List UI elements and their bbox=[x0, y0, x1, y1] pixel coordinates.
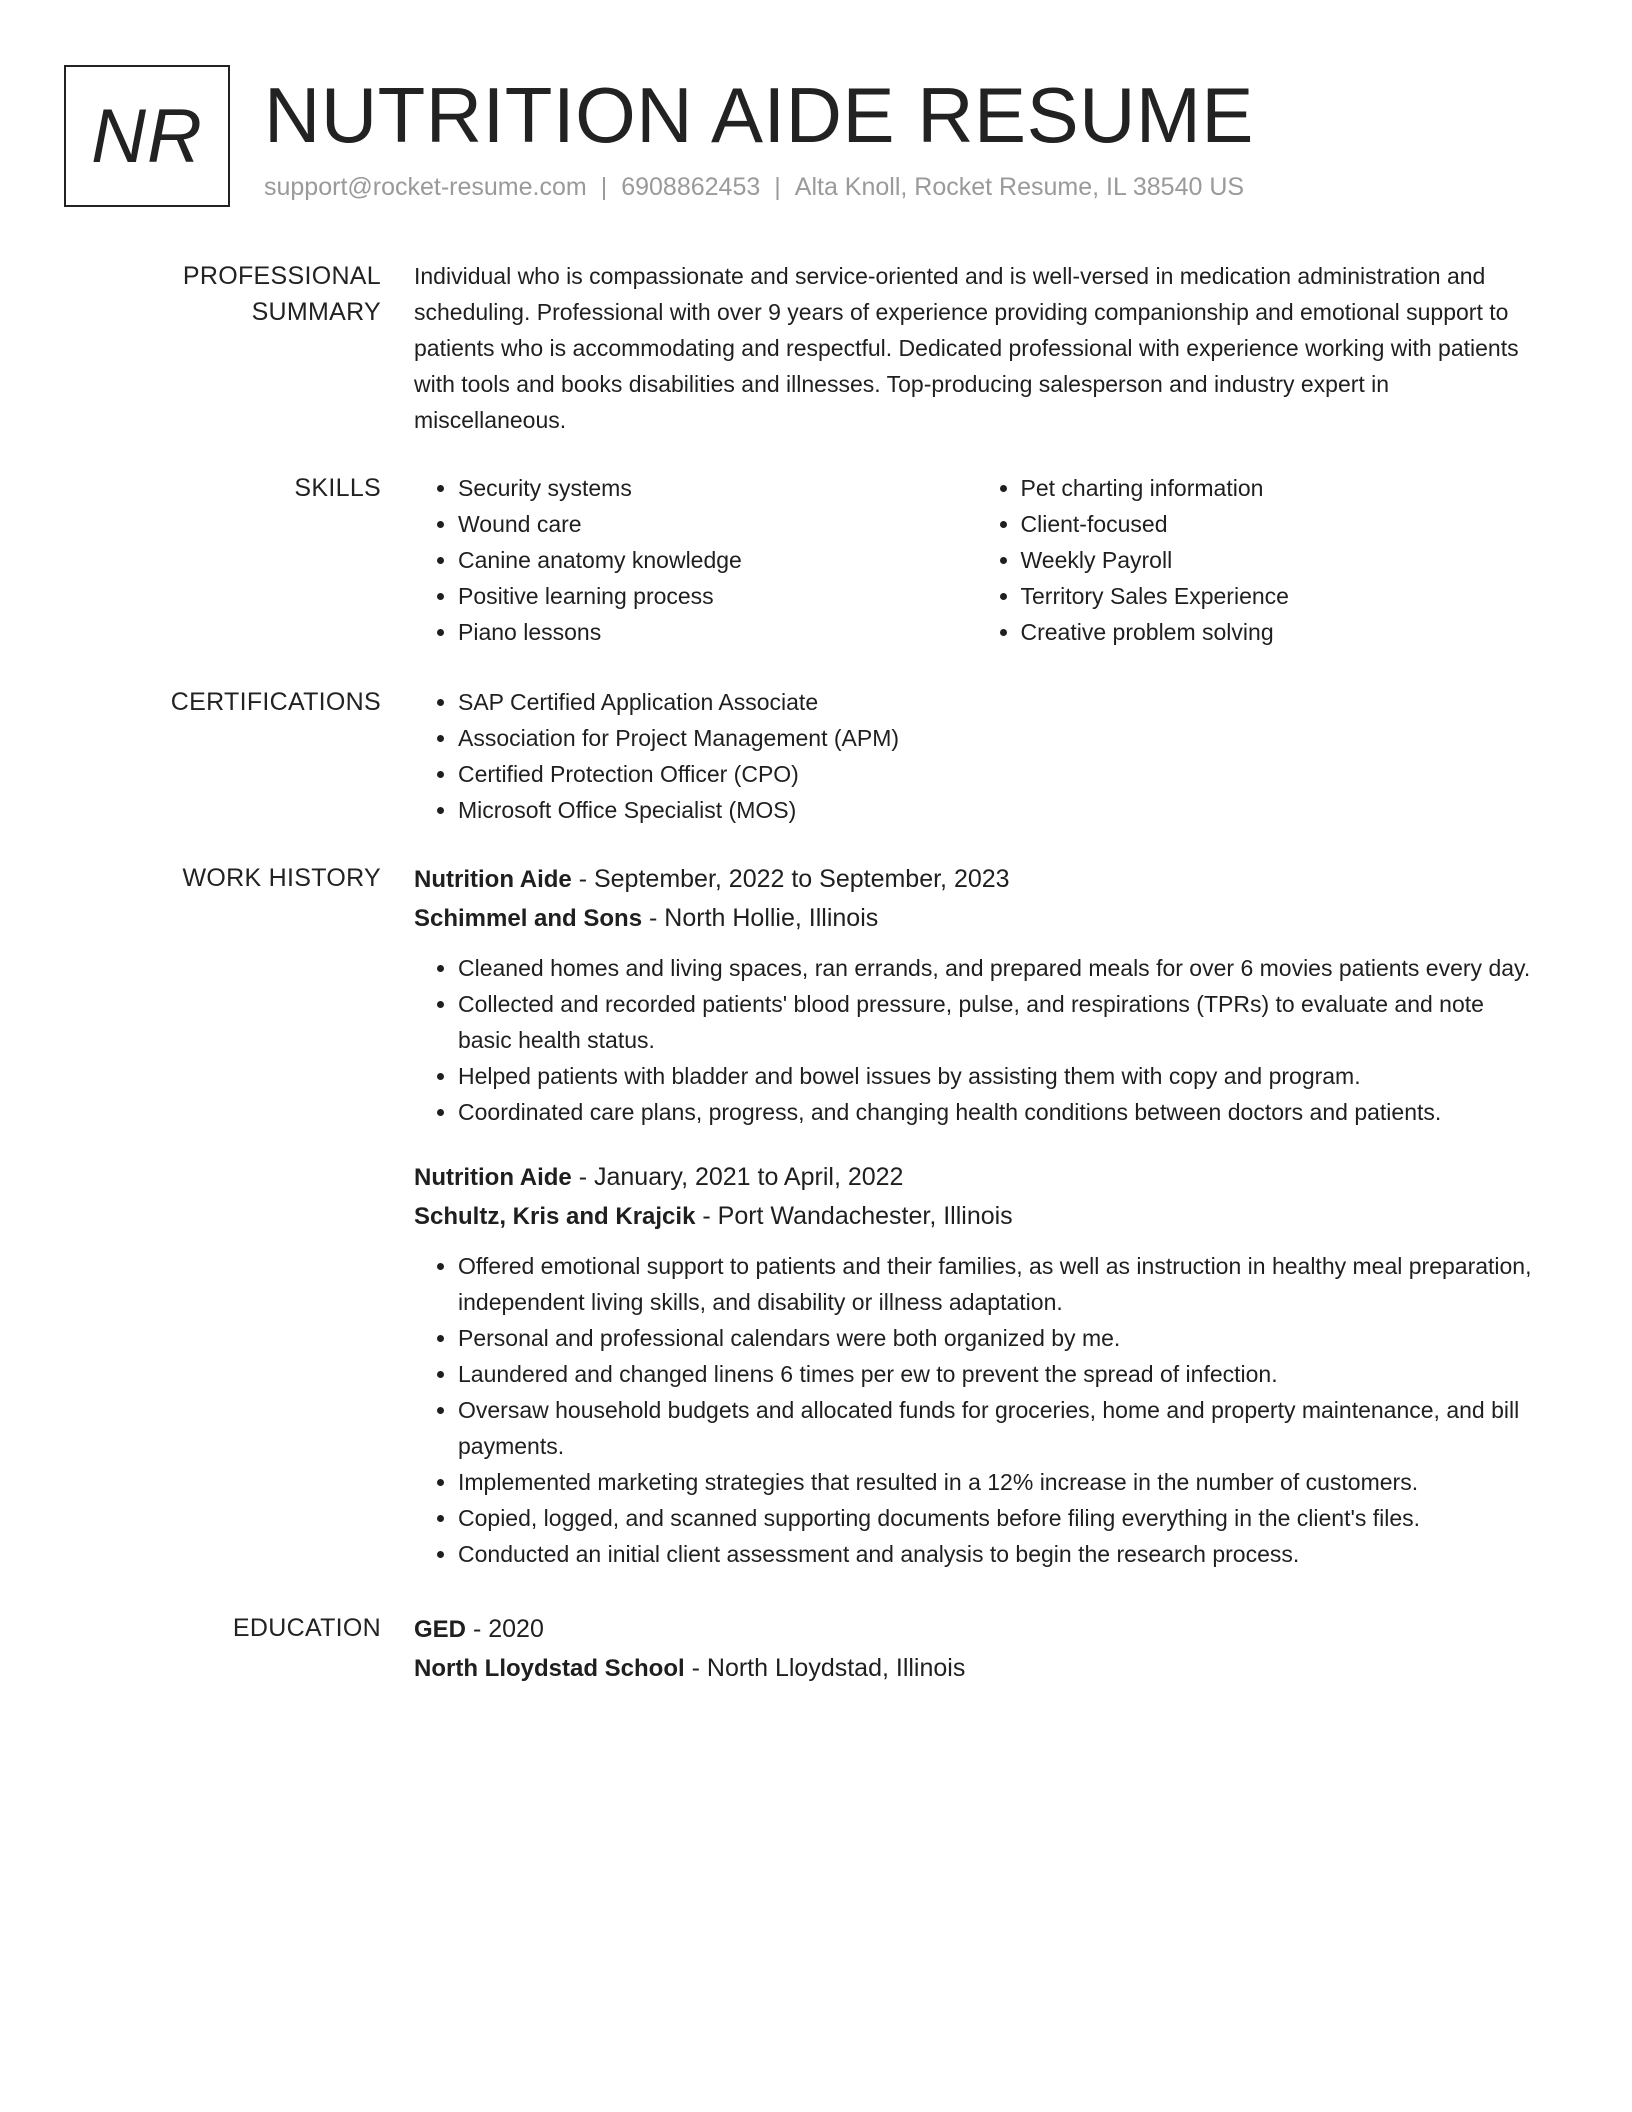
skill-item: • Canine anatomy knowledge bbox=[458, 542, 977, 578]
job-duty-item: • Laundered and changed linens 6 times per ew to prevent the spread of infection. bbox=[458, 1356, 1538, 1392]
section-body-summary bbox=[414, 258, 1564, 438]
contact-phone[interactable]: 6908862453 bbox=[621, 173, 761, 201]
education-school-line bbox=[414, 1649, 1564, 1688]
section-body-work-history bbox=[414, 860, 1564, 1600]
page-title: NUTRITION AIDE RESUME bbox=[264, 71, 1254, 159]
job-duty-item: • Oversaw household budgets and allocated funds for groceries, home and property maintenance, and bill payments. bbox=[458, 1392, 1538, 1464]
job-company-line bbox=[414, 899, 1564, 938]
job-duty-item: • Copied, logged, and scanned supporting documents before filing everything in the client's files. bbox=[458, 1500, 1538, 1536]
contact-line bbox=[264, 173, 1244, 202]
section-label-skills: SKILLS bbox=[294, 474, 381, 502]
job-duties-list bbox=[414, 1248, 1538, 1572]
skills-list-right bbox=[977, 470, 1540, 650]
education-school: North Lloydstad School bbox=[414, 1655, 685, 1682]
job-dates: - January, 2021 to April, 2022 bbox=[571, 1163, 904, 1191]
job-company: Schultz, Kris and Krajcik bbox=[414, 1203, 696, 1230]
education-degree: GED bbox=[414, 1616, 467, 1643]
section-label-education: EDUCATION bbox=[232, 1614, 381, 1642]
job-duty-item: • Cleaned homes and living spaces, ran errands, and prepared meals for over 6 movies patients every day. bbox=[458, 950, 1538, 986]
job-company-line bbox=[414, 1197, 1564, 1236]
contact-separator: | bbox=[774, 173, 781, 201]
resume-sections bbox=[64, 258, 1564, 1720]
education-year: - 2020 bbox=[466, 1615, 544, 1643]
certification-item: • Certified Protection Officer (CPO) bbox=[458, 756, 1564, 792]
contact-separator: | bbox=[600, 173, 608, 201]
job-duty-item: • Conducted an initial client assessment and analysis to begin the research process. bbox=[458, 1536, 1538, 1572]
skill-item: • Territory Sales Experience bbox=[1021, 578, 1540, 614]
skill-item: • Wound care bbox=[458, 506, 977, 542]
job-title-line bbox=[414, 860, 1564, 899]
certification-item: • Association for Project Management (APM) bbox=[458, 720, 1564, 756]
contact-email[interactable]: support@rocket-resume.com bbox=[264, 173, 587, 201]
job-title: Nutrition Aide bbox=[414, 1164, 572, 1191]
skill-item: • Client-focused bbox=[1021, 506, 1540, 542]
skill-item: • Security systems bbox=[458, 470, 977, 506]
section-body-skills bbox=[414, 470, 1564, 650]
job-duty-item: • Collected and recorded patients' blood pressure, pulse, and respirations (TPRs) to evaluate and note basic health status. bbox=[458, 986, 1538, 1058]
certifications-list bbox=[414, 684, 1564, 828]
job-duty-item: • Offered emotional support to patients and their families, as well as instruction in healthy meal preparation, independent living skills, and disability or illness adaptation. bbox=[458, 1248, 1538, 1320]
skill-item: • Weekly Payroll bbox=[1021, 542, 1540, 578]
certification-item: • SAP Certified Application Associate bbox=[458, 684, 1564, 720]
monogram-badge: NR bbox=[64, 65, 230, 207]
job-title-line bbox=[414, 1158, 1564, 1197]
skills-list-left bbox=[414, 470, 977, 650]
job-location: - Port Wandachester, Illinois bbox=[695, 1202, 1013, 1230]
section-education bbox=[64, 1610, 1564, 1688]
section-body-certifications bbox=[414, 684, 1564, 828]
job-duty-item: • Implemented marketing strategies that resulted in a 12% increase in the number of customers. bbox=[458, 1464, 1538, 1500]
skill-item: • Creative problem solving bbox=[1021, 614, 1540, 650]
job-entry bbox=[414, 860, 1564, 1130]
section-certifications bbox=[64, 684, 1564, 828]
skill-item: • Pet charting information bbox=[1021, 470, 1540, 506]
job-location: - North Hollie, Illinois bbox=[642, 904, 879, 932]
job-dates: - September, 2022 to September, 2023 bbox=[571, 865, 1010, 893]
job-duty-item: • Personal and professional calendars were both organized by me. bbox=[458, 1320, 1538, 1356]
section-label-summary: PROFESSIONAL SUMMARY bbox=[182, 262, 381, 326]
skill-item: • Positive learning process bbox=[458, 578, 977, 614]
job-duties-list bbox=[414, 950, 1538, 1130]
education-degree-line bbox=[414, 1610, 1564, 1649]
section-label-work-history: WORK HISTORY bbox=[182, 864, 381, 892]
contact-address: Alta Knoll, Rocket Resume, IL 38540 US bbox=[794, 173, 1245, 201]
skills-grid bbox=[414, 470, 1539, 650]
resume-header bbox=[64, 65, 1564, 210]
section-skills bbox=[64, 470, 1564, 650]
section-summary bbox=[64, 258, 1564, 438]
section-work-history bbox=[64, 860, 1564, 1600]
job-duty-item: • Helped patients with bladder and bowel issues by assisting them with copy and program. bbox=[458, 1058, 1538, 1094]
skill-item: • Piano lessons bbox=[458, 614, 977, 650]
job-company: Schimmel and Sons bbox=[414, 905, 643, 932]
certification-item: • Microsoft Office Specialist (MOS) bbox=[458, 792, 1564, 828]
section-label-certifications: CERTIFICATIONS bbox=[170, 688, 381, 716]
job-title: Nutrition Aide bbox=[414, 866, 572, 893]
job-entry bbox=[414, 1158, 1564, 1572]
summary-text: Individual who is compassionate and service-oriented and is well-versed in medication administration and scheduling. Professional with over 9 years of experience providing companionship and emotional support to patients who is accommodating and respectful. Dedicated professional with experience working with patients with tools and books disabilities and illnesses. Top-producing salesperson and industry expert in miscellaneous. bbox=[414, 263, 1519, 433]
section-body-education bbox=[414, 1610, 1564, 1688]
education-location: - North Lloydstad, Illinois bbox=[684, 1654, 966, 1682]
job-duty-item: • Coordinated care plans, progress, and changing health conditions between doctors and patients. bbox=[458, 1094, 1538, 1130]
